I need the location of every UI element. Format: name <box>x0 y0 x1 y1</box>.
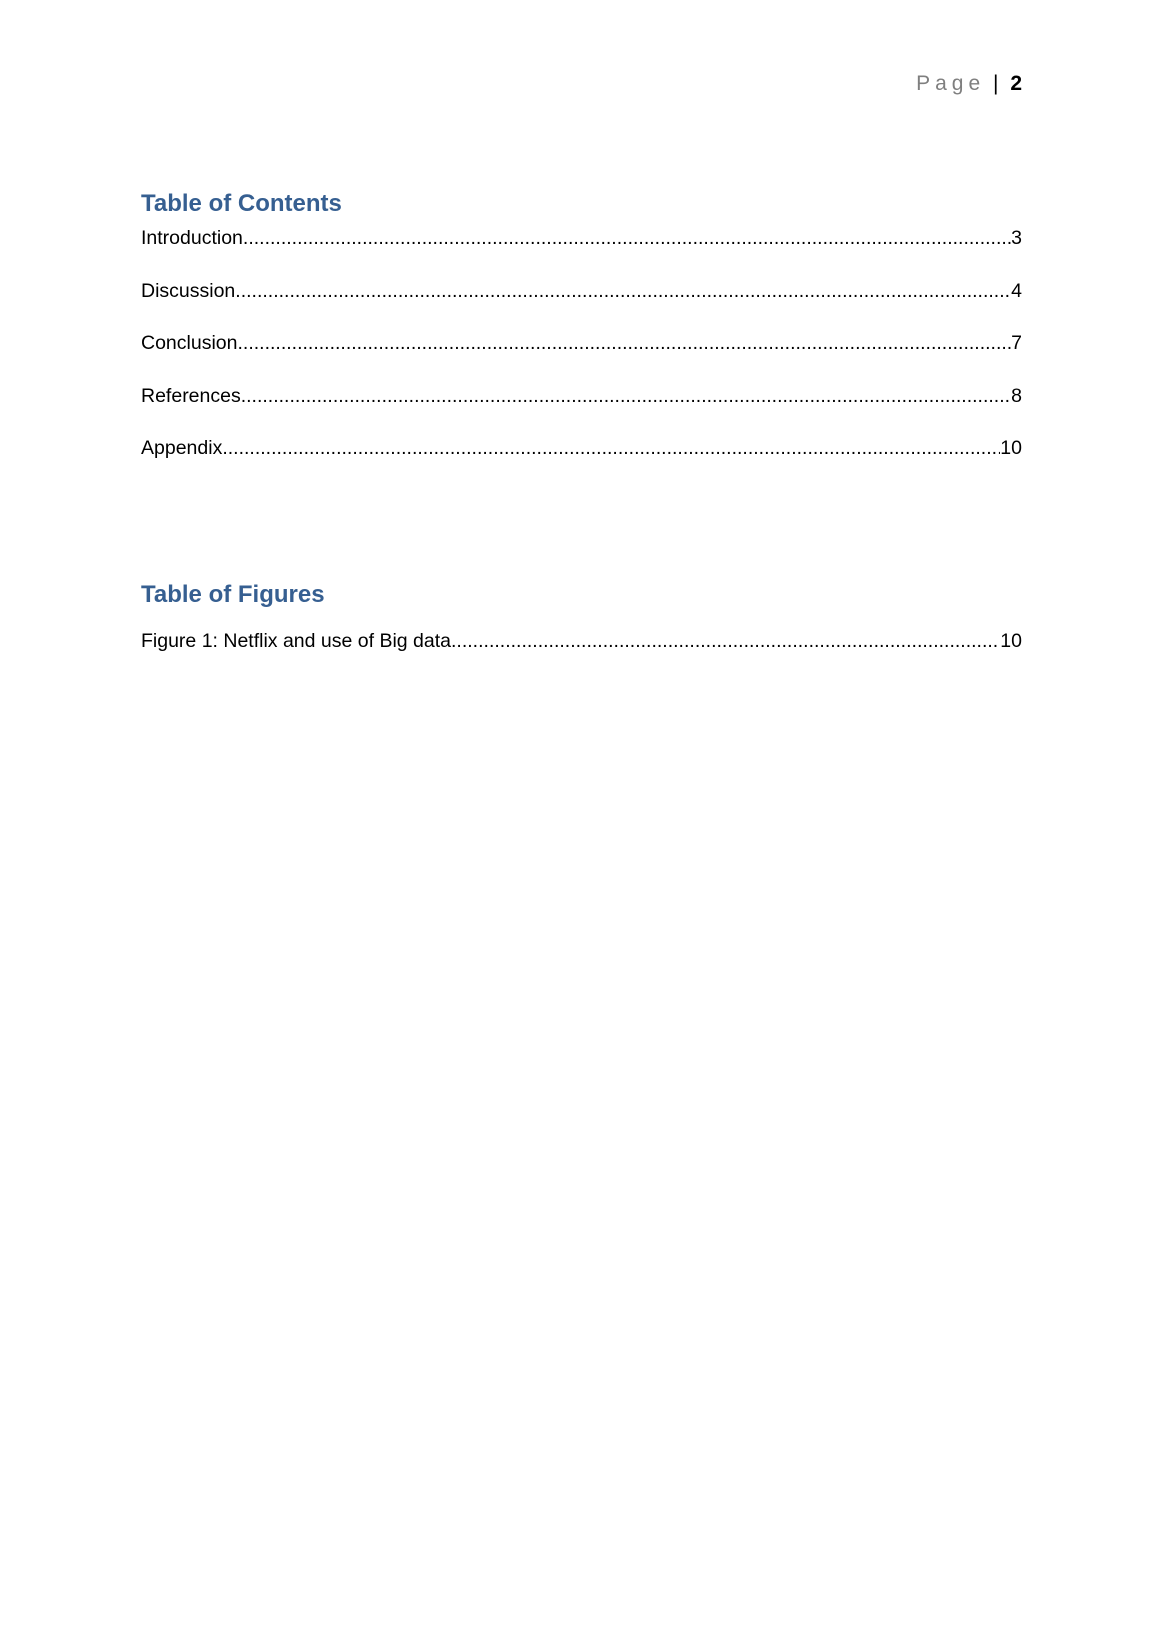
toc-entry-page: 3 <box>1011 227 1022 249</box>
tof-heading: Table of Figures <box>141 581 325 608</box>
toc-list <box>141 225 1022 461</box>
tof-entry-page: 10 <box>1000 630 1022 652</box>
dot-leader <box>241 383 1011 409</box>
toc-entry-page: 4 <box>1011 279 1022 302</box>
toc-entry-introduction[interactable] <box>141 225 1022 251</box>
table-of-figures <box>141 580 1022 654</box>
toc-entry-discussion[interactable] <box>141 278 1022 304</box>
dot-leader <box>451 628 1000 654</box>
tof-entry-figure-1[interactable] <box>141 628 1022 654</box>
toc-entry-title: Introduction <box>141 227 243 249</box>
table-of-contents <box>141 189 1022 488</box>
toc-entry-references[interactable] <box>141 383 1022 409</box>
toc-entry-title: Conclusion <box>141 332 238 354</box>
toc-entry-appendix[interactable] <box>141 435 1022 461</box>
toc-entry-page: 10 <box>1000 437 1022 459</box>
toc-entry-page: 8 <box>1011 384 1022 407</box>
tof-entry-title: Figure 1: Netflix and use of Big data <box>141 630 452 652</box>
tof-list <box>141 628 1022 654</box>
dot-leader <box>235 278 1011 304</box>
page-label: Page <box>916 72 986 95</box>
toc-entry-title: Discussion <box>141 279 236 302</box>
toc-entry-conclusion[interactable] <box>141 330 1022 356</box>
toc-entry-title: Appendix <box>141 437 223 459</box>
dot-leader <box>243 225 1011 251</box>
dot-leader <box>237 330 1011 356</box>
page-header <box>916 70 1022 98</box>
page-number: 2 <box>1010 72 1022 95</box>
toc-entry-title: References <box>141 384 241 407</box>
page-separator: | <box>993 72 999 95</box>
toc-heading: Table of Contents <box>141 190 342 217</box>
toc-entry-page: 7 <box>1011 332 1022 354</box>
dot-leader <box>222 435 1000 461</box>
